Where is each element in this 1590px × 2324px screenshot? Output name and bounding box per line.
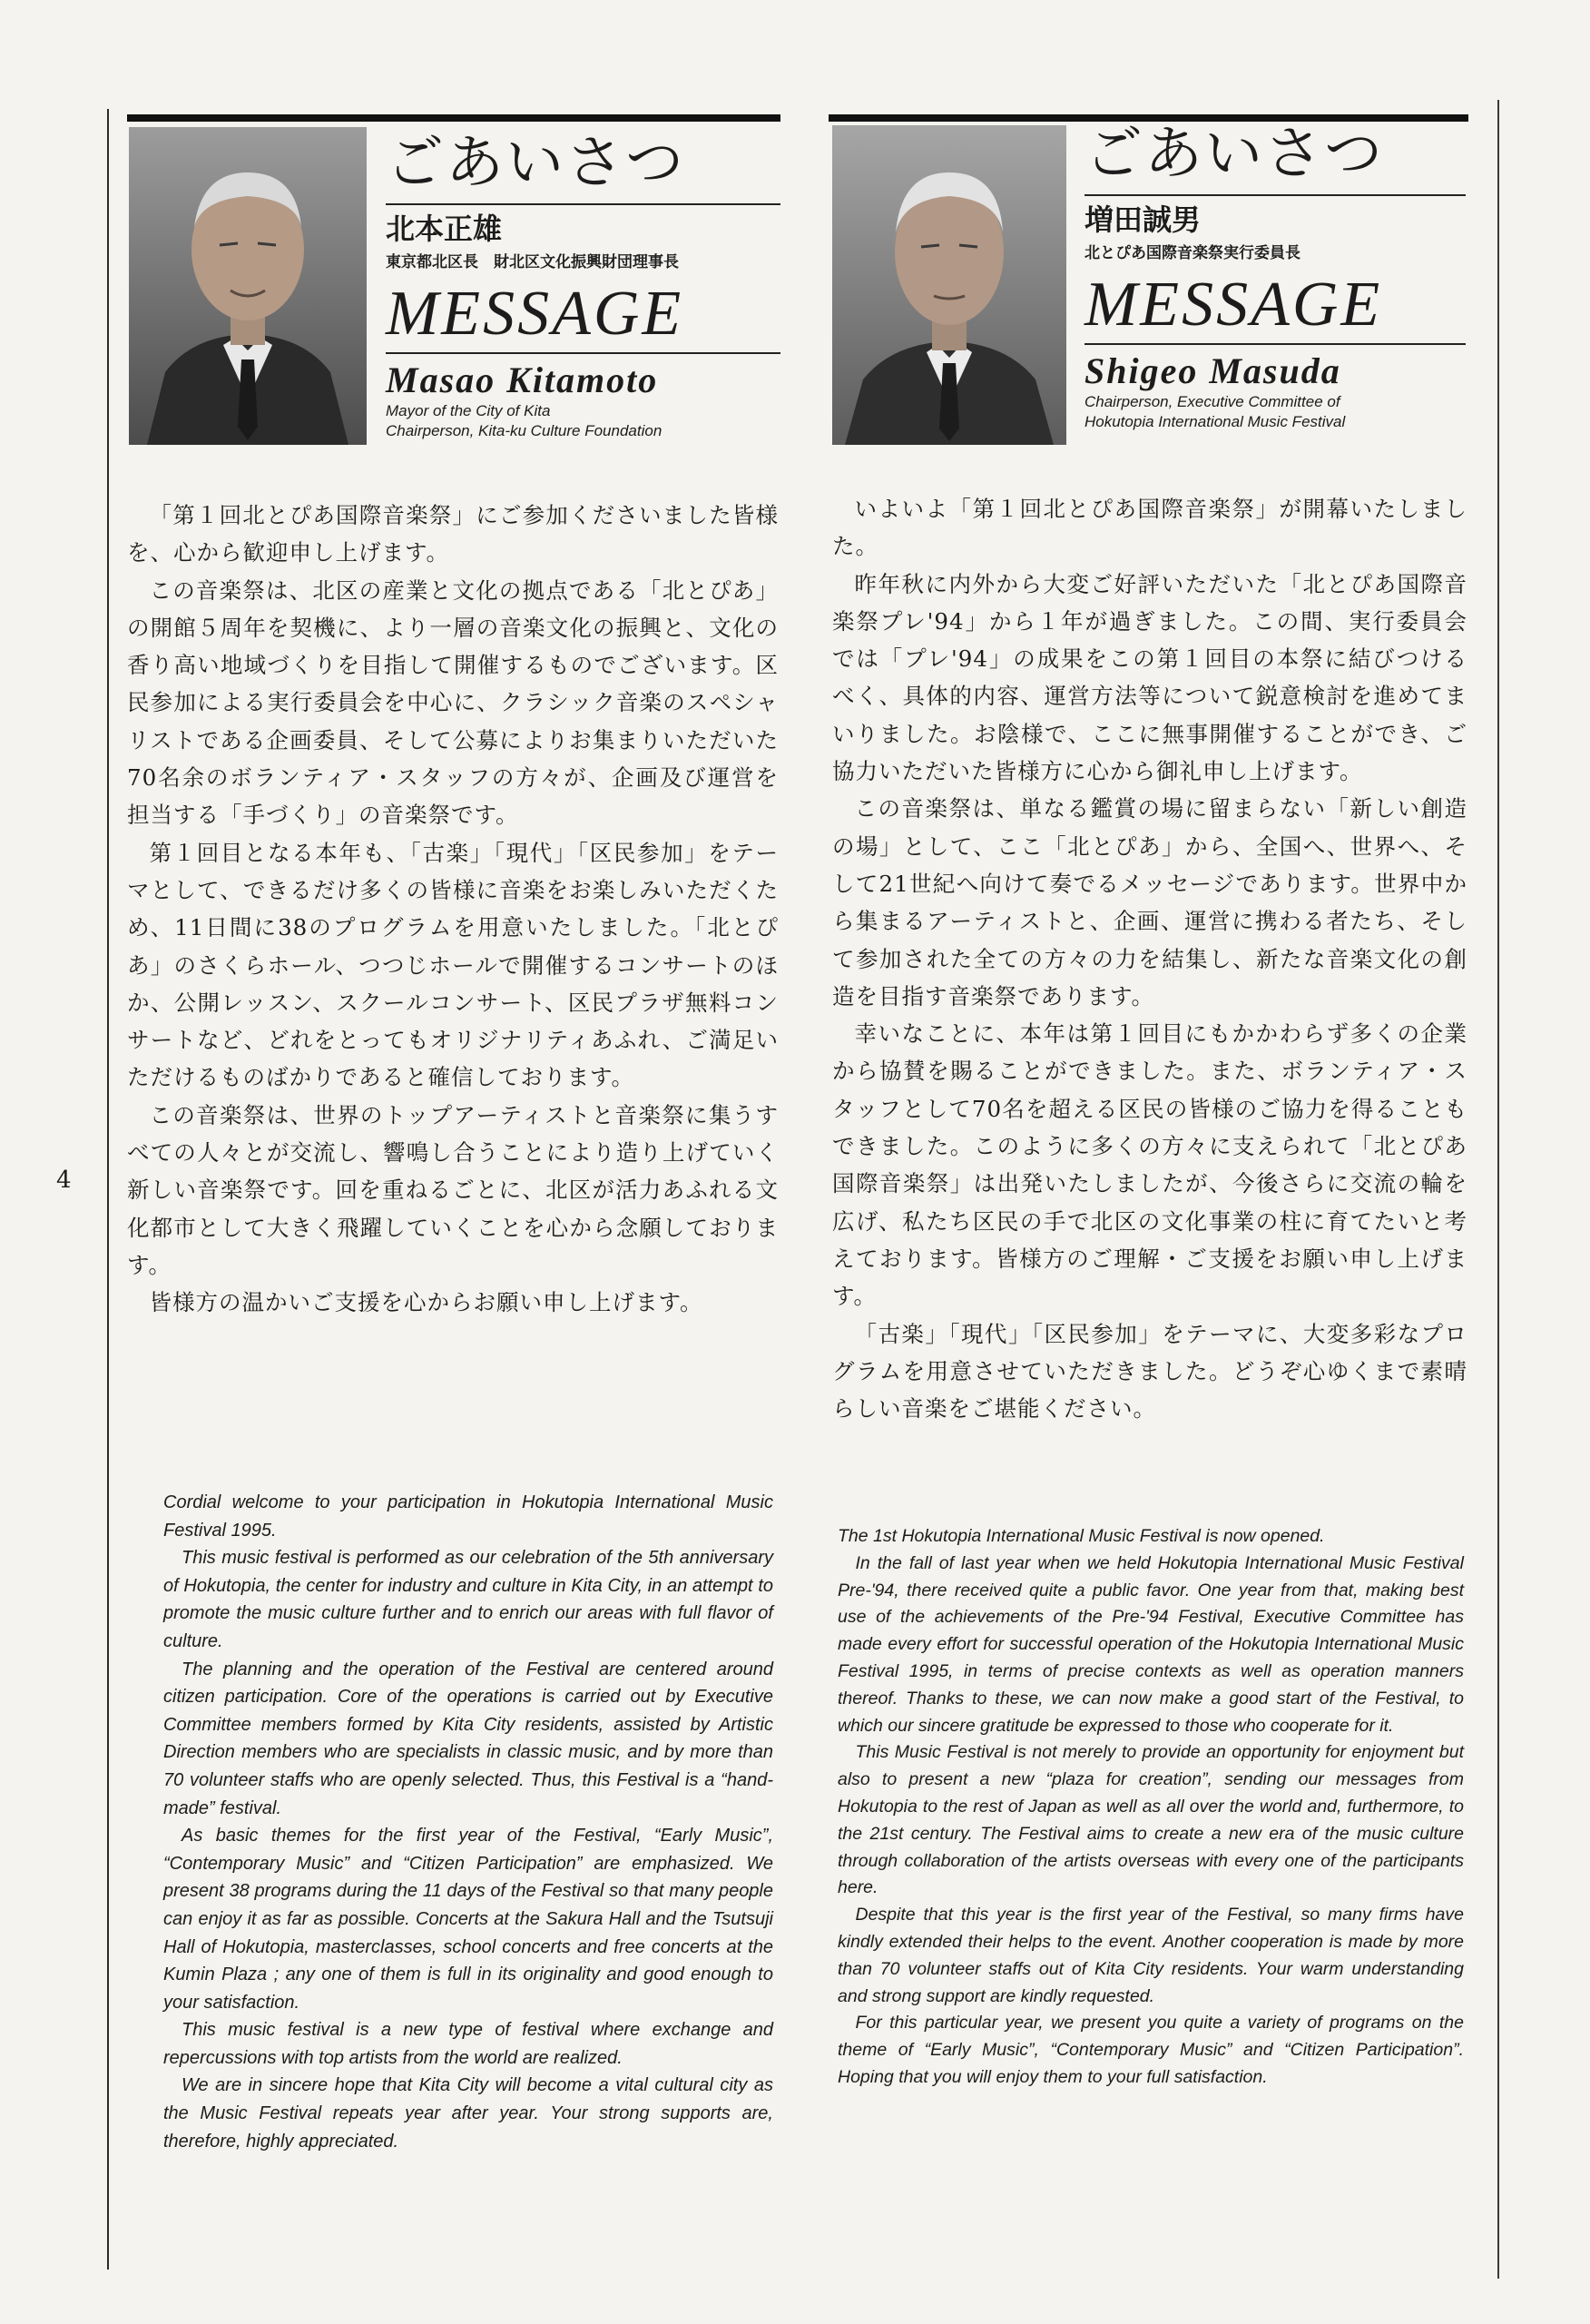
speaker-role-english-line2: Chairperson, Kita-ku Culture Foundation — [386, 422, 662, 439]
title-divider — [1085, 194, 1466, 196]
portrait-photo-kitamoto — [129, 127, 367, 445]
message-title: MESSAGE — [1085, 270, 1383, 340]
english-message-body — [163, 1489, 773, 2155]
en-paragraph: This Music Festival is not merely to provide an opportunity for enjoyment but also to present a new “plaza for creation”, sending our messages from Hokutopia to the rest of Japan as well as all over the world and, furthermore, to the 21st century. The Festival aims to create a new era of the music culture through collaboration of the artists overseas with every one of the participants here. — [838, 1742, 1464, 1898]
jp-paragraph: 幸いなことに、本年は第１回目にもかかわらず多くの企業から協賛を賜ることができました。また、ボランティア・スタッフとして70名を超える区民の皆様のご協力を得ることもできました。このように多くの方々に支えられて「北とぴあ国際音楽祭」は出発いたしましたが、今後さらに交流の輪を広げ、私たち区民の手で北区の文化事業の柱に育てたいと考えております。皆様方のご理解・ご支援をお願い申し上げます。 — [832, 1020, 1467, 1310]
japanese-message-body — [127, 497, 779, 1322]
speaker-name-english: Masao Kitamoto — [386, 359, 659, 400]
greeting-title: ごあいさつ — [1085, 121, 1384, 188]
jp-paragraph: 昨年秋に内外から大変ご好評いただいた「北とぴあ国際音楽祭プレ'94」から１年が過ぎました。この間、実行委員会では「プレ'94」の成果をこの第１回目の本祭に結びつけるべく、具体的内容、運営方法等について鋭意検討を進めてまいりました。お陰様で、ここに無事開催することができ、ご協力いただいた皆様方に心から御礼申し上げます。 — [832, 570, 1467, 785]
portrait-illustration — [832, 125, 1066, 445]
en-paragraph: This music festival is performed as our celebration of the 5th anniversary of Hokutopia, the center for industry and culture in Kita City, in an attempt to promote the music culture further and to enrich our areas with full flavor of culture. — [163, 1548, 773, 1651]
page-edge-line-left — [107, 109, 109, 2270]
en-paragraph: Despite that this year is the first year of the Festival, so many firms have kindly extended their helps to the event. Another cooperation is made by more than 70 volunteer staffs out of Kita City residents. Your warm understanding and strong support are kindly requested. — [838, 1905, 1464, 2006]
jp-paragraph: いよいよ「第１回北とぴあ国際音楽祭」が開幕いたしました。 — [832, 496, 1467, 560]
en-paragraph: For this particular year, we present you quite a variety of programs on the theme of “Early Music”, “Contemporary Music” and “Citizen Participation”. Hoping that you will enjoy them to your full satisfaction. — [838, 2013, 1464, 2087]
jp-paragraph: 「古楽」「現代」「区民参加」をテーマに、大変多彩なプログラムを用意させていただきました。どうぞ心ゆくまで素晴らしい音楽をご堪能ください。 — [832, 1320, 1467, 1423]
title-block-masuda — [1085, 118, 1466, 432]
jp-paragraph: この音楽祭は、世界のトップアーティストと音楽祭に集うすべての人々とが交流し、響鳴し合うことにより造り上げていく新しい音楽祭です。回を重ねるごとに、北区が活力あふれる文化都市として大きく飛躍していくことを心から念願しております。 — [127, 1101, 779, 1278]
en-paragraph: The planning and the operation of the Festival are centered around citizen participation. Core of the operations is carried out by Executive Committee members formed by Kita City residents, assisted by Artistic Direction members who are specialists in classic music, and by more than 70 volunteer staffs who are openly selected. Thus, this Festival is a “hand-made” festival. — [163, 1659, 773, 1818]
english-message-body — [838, 1523, 1464, 2092]
jp-paragraph: この音楽祭は、北区の産業と文化の拠点である「北とぴあ」の開館５周年を契機に、より一層の音楽文化の振興と、文化の香り高い地域づくりを目指して開催するものでございます。区民参加による実行委員会を中心に、クラシック音楽のスペシャリストである企画委員、そして公募によりお集まりいただいた70名余のボランティア・スタッフの方々が、企画及び運営を担当する「手づくり」の音楽祭です。 — [127, 576, 779, 829]
speaker-role-english-line1: Mayor of the City of Kita — [386, 402, 551, 419]
en-paragraph: We are in sincere hope that Kita City will become a vital cultural city as the Music Festival repeats year after year. Your strong supports are, therefore, highly appreciated. — [163, 2075, 773, 2152]
portrait-illustration — [129, 127, 367, 445]
speaker-role-english-line1: Chairperson, Executive Committee of — [1085, 393, 1340, 410]
speaker-name-japanese: 北本正雄 — [386, 212, 503, 246]
speaker-name-english: Shigeo Masuda — [1085, 350, 1341, 391]
speaker-name-japanese: 増田誠男 — [1085, 202, 1202, 237]
page-number: 4 — [56, 1167, 72, 1194]
portrait-photo-masuda — [832, 125, 1066, 445]
header-rule — [127, 114, 780, 122]
en-paragraph: The 1st Hokutopia International Music Festival is now opened. — [838, 1526, 1325, 1546]
jp-paragraph: 皆様方の温かいご支援を心からお願い申し上げます。 — [149, 1289, 703, 1316]
page-edge-line-right — [1497, 100, 1499, 2279]
message-divider — [1085, 343, 1466, 345]
message-divider — [386, 352, 780, 354]
title-block-kitamoto — [386, 127, 780, 441]
message-title: MESSAGE — [386, 279, 684, 349]
jp-paragraph: 第１回目となる本年も、「古楽」「現代」「区民参加」をテーマとして、できるだけ多くの皆様に音楽をお楽しみいただくため、11日間に38のプログラムを用意いたしました。「北とぴあ」のさくらホール、つつじホールで開催するコンサートのほか、公開レッスン、スクールコンサート、区民プラザ無料コンサートなど、どれをとってもオリジナリティあふれ、ご満足いただけるものばかりであると確信しております。 — [127, 839, 779, 1091]
jp-paragraph: この音楽祭は、単なる鑑賞の場に留まらない「新しい創造の場」として、ここ「北とぴあ」から、全国へ、世界へ、そして21世紀へ向けて奏でるメッセージであります。世界中から集まるアーティストと、企画、運営に携わる者たち、そして参加された全ての方々の力を結集し、新たな音楽文化の創造を目指す音楽祭であります。 — [832, 795, 1467, 1009]
speaker-role-english-line2: Hokutopia International Music Festival — [1085, 413, 1346, 430]
jp-paragraph: 「第１回北とぴあ国際音楽祭」にご参加くださいました皆様を、心から歓迎申し上げます。 — [127, 502, 779, 566]
en-paragraph: As basic themes for the first year of the Festival, “Early Music”, “Contemporary Music” and “Citizen Participation” are emphasized. We present 38 programs during the 11 days of the Festival so that many people can enjoy it as far as possible. Concerts at the Sakura Hall and the Tsutsuji Hall of Hokutopia, masterclasses, school concerts and free concerts at the Kumin Plaza ; any one of them is full in its originality and good enough to your satisfaction. — [163, 1826, 773, 2013]
speaker-role-japanese: 東京都北区長 財北区文化振興財団理事長 — [386, 253, 679, 271]
speaker-role-japanese: 北とぴあ国際音楽祭実行委員長 — [1085, 244, 1300, 262]
en-paragraph: In the fall of last year when we held Hokutopia International Music Festival Pre-'94, there received quite a public favor. One year from that, making best use of the achievements of the Pre-'94 Festival, Executive Committee has made every effort for successful operation of the Hokutopia International Music Festival 1995, in terms of precise contexts as well as operation manners thereof. Thanks to these, we can now make a good start of the Festival, to which our sincere gratitude be expressed to those who cooperate for it. — [838, 1552, 1464, 1736]
greeting-title: ごあいさつ — [386, 130, 685, 197]
title-divider — [386, 203, 780, 205]
en-paragraph: Cordial welcome to your participation in Hokutopia International Music Festival 1995. — [163, 1492, 773, 1541]
japanese-message-body — [832, 490, 1467, 1427]
en-paragraph: This music festival is a new type of festival where exchange and repercussions with top artists from the world are realized. — [163, 2020, 773, 2068]
